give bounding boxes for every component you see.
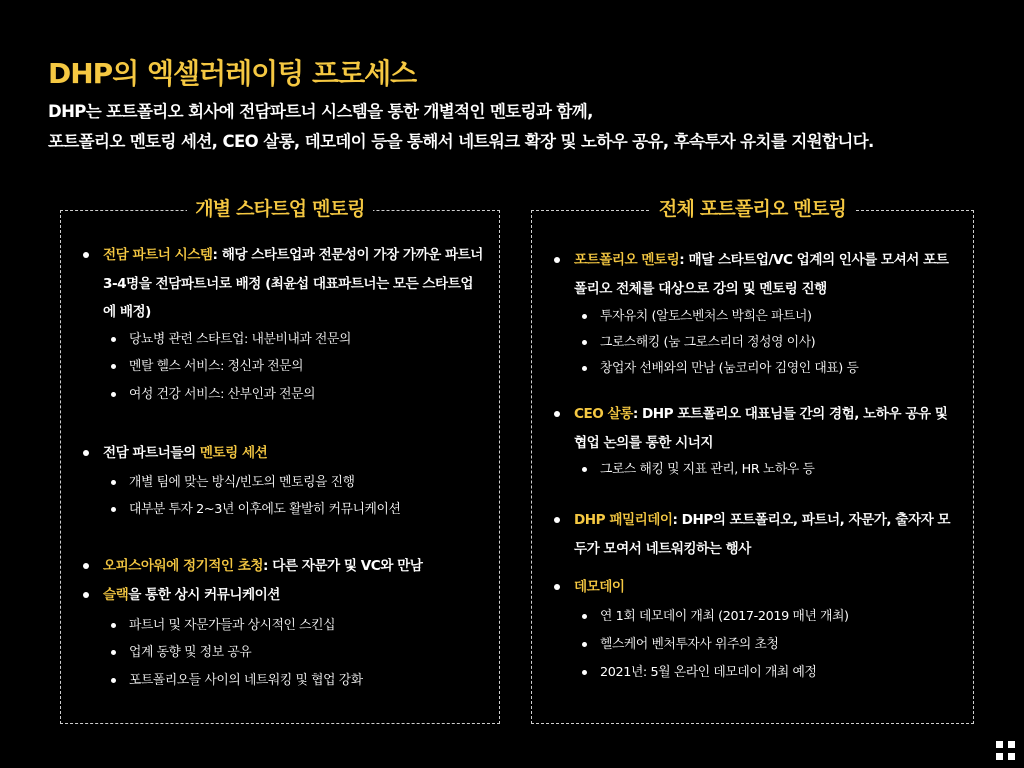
- list-item: 파트너 및 자문가들과 상시적인 스킨십: [111, 616, 481, 636]
- list-item: CEO 살롱: DHP 포트폴리오 대표님들 간의 경험, 노하우 공유 및 협업 논의를 통한 시너지: [554, 400, 954, 457]
- list-item: 업계 동향 및 정보 공유: [111, 643, 481, 663]
- list-item: 2021년: 5월 온라인 데모데이 개최 예정: [582, 663, 952, 683]
- list-item: 슬랙을 통한 상시 커뮤니케이션: [83, 581, 483, 610]
- page-title: DHP의 엑셀러레이팅 프로세스: [48, 57, 417, 90]
- portfolio-mentoring-panel: [531, 198, 974, 724]
- list-item: 그로스해킹 (눔 그로스리더 정성영 이사): [582, 333, 952, 353]
- list-item: 포트폴리오들 사이의 네트워킹 및 협업 강화: [111, 671, 481, 691]
- page-subtitle: [48, 97, 1008, 157]
- list-item: 대부분 투자 2~3년 이후에도 활발히 커뮤니케이션: [111, 500, 481, 520]
- individual-mentoring-panel: [60, 198, 500, 724]
- grid-icon: [996, 741, 1016, 761]
- list-item: 포트폴리오 멘토링: 매달 스타트업/VC 업계의 인사를 모셔서 포트폴리오 전체를 대상으로 강의 및 멘토링 진행: [554, 246, 954, 303]
- list-item: 여성 건강 서비스: 산부인과 전문의: [111, 385, 481, 405]
- list-item: 전담 파트너들의 멘토링 세션: [83, 439, 483, 468]
- list-item: DHP 패밀리데이: DHP의 포트폴리오, 파트너, 자문가, 출자자 모두가 모여서 네트워킹하는 행사: [554, 506, 954, 563]
- subtitle-line-2: 포트폴리오 멘토링 세션, CEO 살롱, 데모데이 등을 통해서 네트워크 확장 및 노하우 공유, 후속투자 유치를 지원합니다.: [48, 132, 874, 151]
- list-item: 연 1회 데모데이 개최 (2017-2019 매년 개최): [582, 607, 952, 627]
- panel-title: 전체 포트폴리오 멘토링: [651, 198, 854, 220]
- list-item: 당뇨병 관련 스타트업: 내분비내과 전문의: [111, 330, 481, 350]
- list-item: 그로스 해킹 및 지표 관리, HR 노하우 등: [582, 460, 952, 480]
- list-item: 전담 파트너 시스템: 해당 스타트업과 전문성이 가장 가까운 파트너 3-4명을 전담파트너로 배정 (최윤섭 대표파트너는 모든 스타트업에 배정): [83, 241, 483, 327]
- list-item: 개별 팀에 맞는 방식/빈도의 멘토링을 진행: [111, 473, 481, 493]
- panel-title: 개별 스타트업 멘토링: [187, 198, 373, 220]
- list-item: 헬스케어 벤처투자사 위주의 초청: [582, 635, 952, 655]
- list-item: 오피스아워에 정기적인 초청: 다른 자문가 및 VC와 만남: [83, 552, 483, 581]
- list-item: 멘탈 헬스 서비스: 정신과 전문의: [111, 357, 481, 377]
- list-item: 투자유치 (알토스벤처스 박희은 파트너): [582, 307, 952, 327]
- subtitle-line-1: DHP는 포트폴리오 회사에 전담파트너 시스템을 통한 개별적인 멘토링과 함께,: [48, 102, 593, 121]
- list-item: 데모데이: [554, 573, 954, 602]
- list-item: 창업자 선배와의 만남 (눔코리아 김영인 대표) 등: [582, 359, 952, 379]
